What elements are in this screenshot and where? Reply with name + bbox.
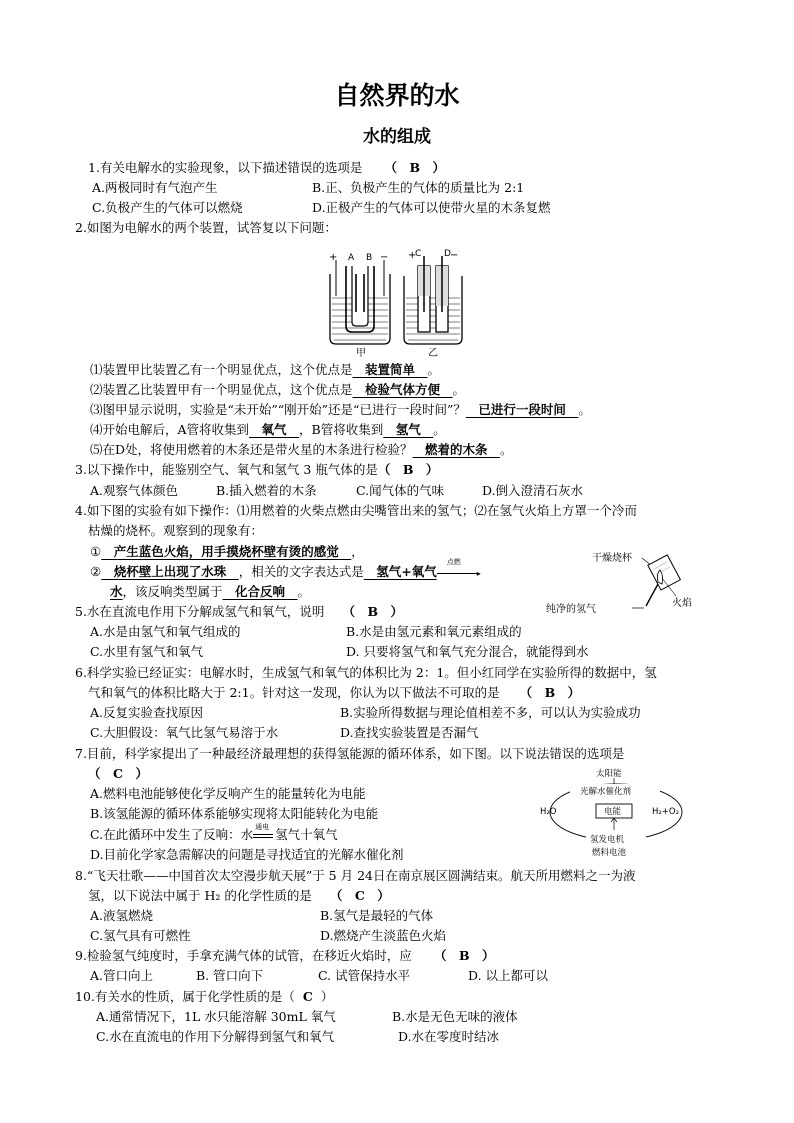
- q7-option-d: D.目前化学家急需解决的问题是寻找适宜的光解水催化剂: [90, 847, 404, 862]
- electrode-d-label: D: [444, 249, 451, 259]
- label-electric-energy: 电能: [604, 807, 622, 817]
- q7-answer: （ C ）: [88, 766, 148, 781]
- q2-stem: 2.如图为电解水的两个装置，试答复以下问题：: [75, 220, 337, 235]
- q2-sub-5-answer: 燃着的木条: [412, 442, 501, 457]
- q9-option-d: D. 以上都可以: [468, 968, 549, 983]
- q2-sub-4-answer-b: 氢气: [383, 422, 434, 437]
- q2-sub-1-answer: 装置简单: [352, 362, 428, 377]
- q4-reaction-type-answer: 化合反响: [222, 584, 298, 599]
- q5-stem: 5.水在直流电作用下分解成氢气和氧气，说明 （ B ）: [75, 604, 404, 619]
- q8-line-2: 氢，以下说法中属于 H₂ 的化学性质的是 （ C ）: [88, 888, 390, 903]
- q4-line-1: 4.如下图的实验有如下操作：⑴用燃着的火柴点燃由尖嘴管出来的氢气；⑵在氢气火焰上方罩一个冷而: [75, 503, 637, 518]
- q9-stem: 9.检验氢气纯度时，手拿充满气体的试管，在移近火焰时，应 （ B ）: [75, 948, 495, 963]
- electrode-a-label: A: [348, 253, 355, 263]
- q1-option-d: D.正极产生的气体可以使带火星的木条复燃: [312, 200, 551, 215]
- label-solar-energy: 太阳能: [596, 769, 622, 779]
- q10-option-d: D.水在零度时结冰: [398, 1029, 500, 1044]
- q2-sub-1: ⑴装置甲比装置乙有一个明显优点，这个优点是 装置简单 。: [90, 362, 441, 377]
- q1-stem: 1.有关电解水的实验现象，以下描述错误的选项是 （ B ）: [88, 160, 446, 175]
- reaction-condition: 点燃: [446, 557, 461, 566]
- q7-option-c: C.在此循环中发生了反响：水 通电 氢气十氧气: [90, 822, 338, 842]
- plus-sign-jia: +: [329, 252, 338, 263]
- q6-answer: （ B ）: [519, 685, 581, 700]
- electrolysis-arrow: [253, 822, 275, 843]
- q9-option-a: A.管口向上: [90, 968, 154, 983]
- q8-answer: （ C ）: [329, 888, 390, 903]
- label-jia: 甲: [356, 348, 366, 358]
- q9-answer: （ B ）: [433, 948, 495, 963]
- q3-option-a: A.观察气体颜色: [90, 483, 179, 498]
- q1-option-c: C.负极产生的气体可以燃烧: [92, 200, 243, 215]
- q2-sub-2: ⑵装置乙比装置甲有一个明显优点，这个优点是 检验气体方便 。: [90, 382, 466, 397]
- q2-sub-3-answer: 已进行一段时间: [465, 402, 579, 417]
- electrode-c-label: C: [415, 249, 422, 259]
- q6-option-c: C.大胆假设：氧气比氢气易溶于水: [90, 725, 279, 740]
- q2-sub-2-answer: 检验气体方便: [352, 382, 453, 397]
- q1-option-b: B.正、负极产生的气体的质量比为 2:1: [312, 180, 525, 195]
- q5-option-a: A.水是由氢气和氧气组成的: [90, 624, 241, 639]
- label-hydrogen-generator: 氢发电机: [590, 835, 625, 845]
- label-yi: 乙: [428, 348, 438, 358]
- label-photocatalyst: 光解水催化剂: [580, 787, 632, 797]
- q1-answer: （ B ）: [384, 160, 446, 175]
- minus-sign-jia: −: [380, 252, 389, 263]
- q5-option-b: B.水是由氢元素和氧元素组成的: [346, 624, 522, 639]
- q8-option-b: B.氢气是最轻的气体: [320, 908, 434, 923]
- label-water: H₂O: [540, 807, 557, 817]
- q7-line-1: 7.目前，科学家提出了一种最经济最理想的获得氢能源的循环体系，如下图。以下说法错误的选项是: [75, 746, 625, 761]
- q7-option-b: B.该氢能源的循环体系能够实现将太阳能转化为电能: [90, 806, 379, 821]
- reaction-arrow: 点燃 ▸: [437, 566, 483, 580]
- q8-line-1: 8.“飞天壮歌——中国首次太空漫步航天展”于 5 月 24日在南京展区圆满结束。航天所用燃料之一为液: [75, 868, 636, 883]
- section-subtitle: 水的组成: [363, 127, 431, 147]
- q1-option-a: A.两极同时有气泡产生: [92, 180, 218, 195]
- q6-option-a: A.反复实验查找原因: [90, 705, 204, 720]
- minus-sign-yi: −: [450, 250, 459, 261]
- q5-answer: （ B ）: [342, 604, 404, 619]
- label-hydrogen-oxygen: H₂+O₂: [652, 807, 680, 817]
- q10-stem: 10.有关水的性质，属于化学性质的是（ C ）: [75, 989, 334, 1004]
- q2-sub-3: ⑶图甲显示说明，实验是“未开始”“刚开始”还是“已进行一段时间”？ 已进行一段时间 。: [90, 402, 591, 417]
- hydrogen-combustion-figure: [540, 538, 740, 622]
- electrode-b-label: B: [366, 253, 373, 263]
- q4-line-5: 水，该反响类型属于 化合反响 。: [110, 584, 311, 599]
- electrolysis-apparatus-figure: [322, 246, 472, 358]
- hydrogen-cycle-figure: [540, 766, 692, 862]
- q6-line-2: 气和氧气的体积比略大于 2:1。针对这一发现，你认为以下做法不可取的是 （ B ）: [88, 685, 581, 700]
- q4-observation-1: ① 产生蓝色火焰，用手摸烧杯壁有烫的感觉 ，: [90, 544, 364, 559]
- q10-option-b: B.水是无色无味的液体: [392, 1009, 518, 1024]
- q9-option-c: C. 试管保持水平: [318, 968, 411, 983]
- q3-option-b: B.插入燃着的木条: [216, 483, 317, 498]
- q2-sub-5: ⑸在D处，将使用燃着的木条还是带火星的木条进行检验？ 燃着的木条 。: [90, 442, 513, 457]
- q4-observation-1-answer: 产生蓝色火焰，用手摸烧杯壁有烫的感觉: [101, 544, 352, 559]
- q4-line-2: 枯燥的烧杯。观察到的现象有：: [88, 523, 264, 538]
- q4-equation-product: 水: [110, 584, 123, 599]
- q8-option-a: A.液氢燃烧: [90, 908, 154, 923]
- q3-stem: 3.以下操作中，能鉴别空气、氧气和氢气 3 瓶气体的是（ B ）: [75, 462, 439, 477]
- q6-line-1: 6.科学实验已经证实：电解水时，生成氢气和氧气的体积比为 2：1。但小红同学在实验所得的数据中，氢: [75, 665, 657, 680]
- q4-observation-2-answer: 烧杯壁上出现了水珠: [101, 564, 239, 579]
- q6-option-d: D.查找实验装置是否漏气: [340, 725, 479, 740]
- apparatus-jia: [329, 252, 390, 358]
- q9-option-b: B. 管口向下: [196, 968, 264, 983]
- q8-option-d: D.燃烧产生淡蓝色火焰: [320, 928, 447, 943]
- q2-sub-4-answer-a: 氧气: [249, 422, 300, 437]
- label-flame: 火焰: [672, 598, 692, 609]
- plus-sign-yi: +: [408, 250, 417, 261]
- q4-equation-reactants: 氢气+氧气: [363, 564, 437, 579]
- electrolysis-condition: 通电: [255, 822, 270, 831]
- page-title: 自然界的水: [334, 81, 460, 110]
- q3-answer: （ B ）: [377, 462, 439, 477]
- label-dry-beaker: 干燥烧杯: [592, 553, 632, 564]
- q10-option-c: C.水在直流电的作用下分解得到氢气和氧气: [96, 1029, 335, 1044]
- q6-option-b: B.实验所得数据与理论值相差不多，可以认为实验成功: [340, 705, 641, 720]
- label-fuel-cell: 燃料电池: [592, 848, 627, 858]
- q5-option-c: C.水里有氢气和氧气: [90, 644, 204, 659]
- q4-observation-2: ② 烧杯壁上出现了水珠 ，相关的文字表达式是 氢气+氧气 点燃 ▸: [90, 557, 481, 579]
- q10-option-a: A.通常情况下，1L 水只能溶解 30mL 氧气: [96, 1009, 336, 1024]
- q8-option-c: C.氢气具有可燃性: [90, 928, 191, 943]
- q2-sub-4: ⑷开始电解后，A管将收集到 氧气 ，B管将收集到 氢气 。: [90, 422, 446, 437]
- q5-option-d: D. 只要将氢气和氧气充分混合，就能得到水: [346, 644, 589, 659]
- q3-option-d: D.倒入澄清石灰水: [482, 483, 584, 498]
- q7-option-a: A.燃料电池能够使化学反响产生的能量转化为电能: [90, 786, 366, 801]
- label-pure-hydrogen: 纯净的氢气: [546, 604, 596, 615]
- q10-answer: C: [302, 989, 313, 1004]
- apparatus-yi: [404, 249, 462, 358]
- q3-option-c: C.闻气体的气味: [356, 483, 445, 498]
